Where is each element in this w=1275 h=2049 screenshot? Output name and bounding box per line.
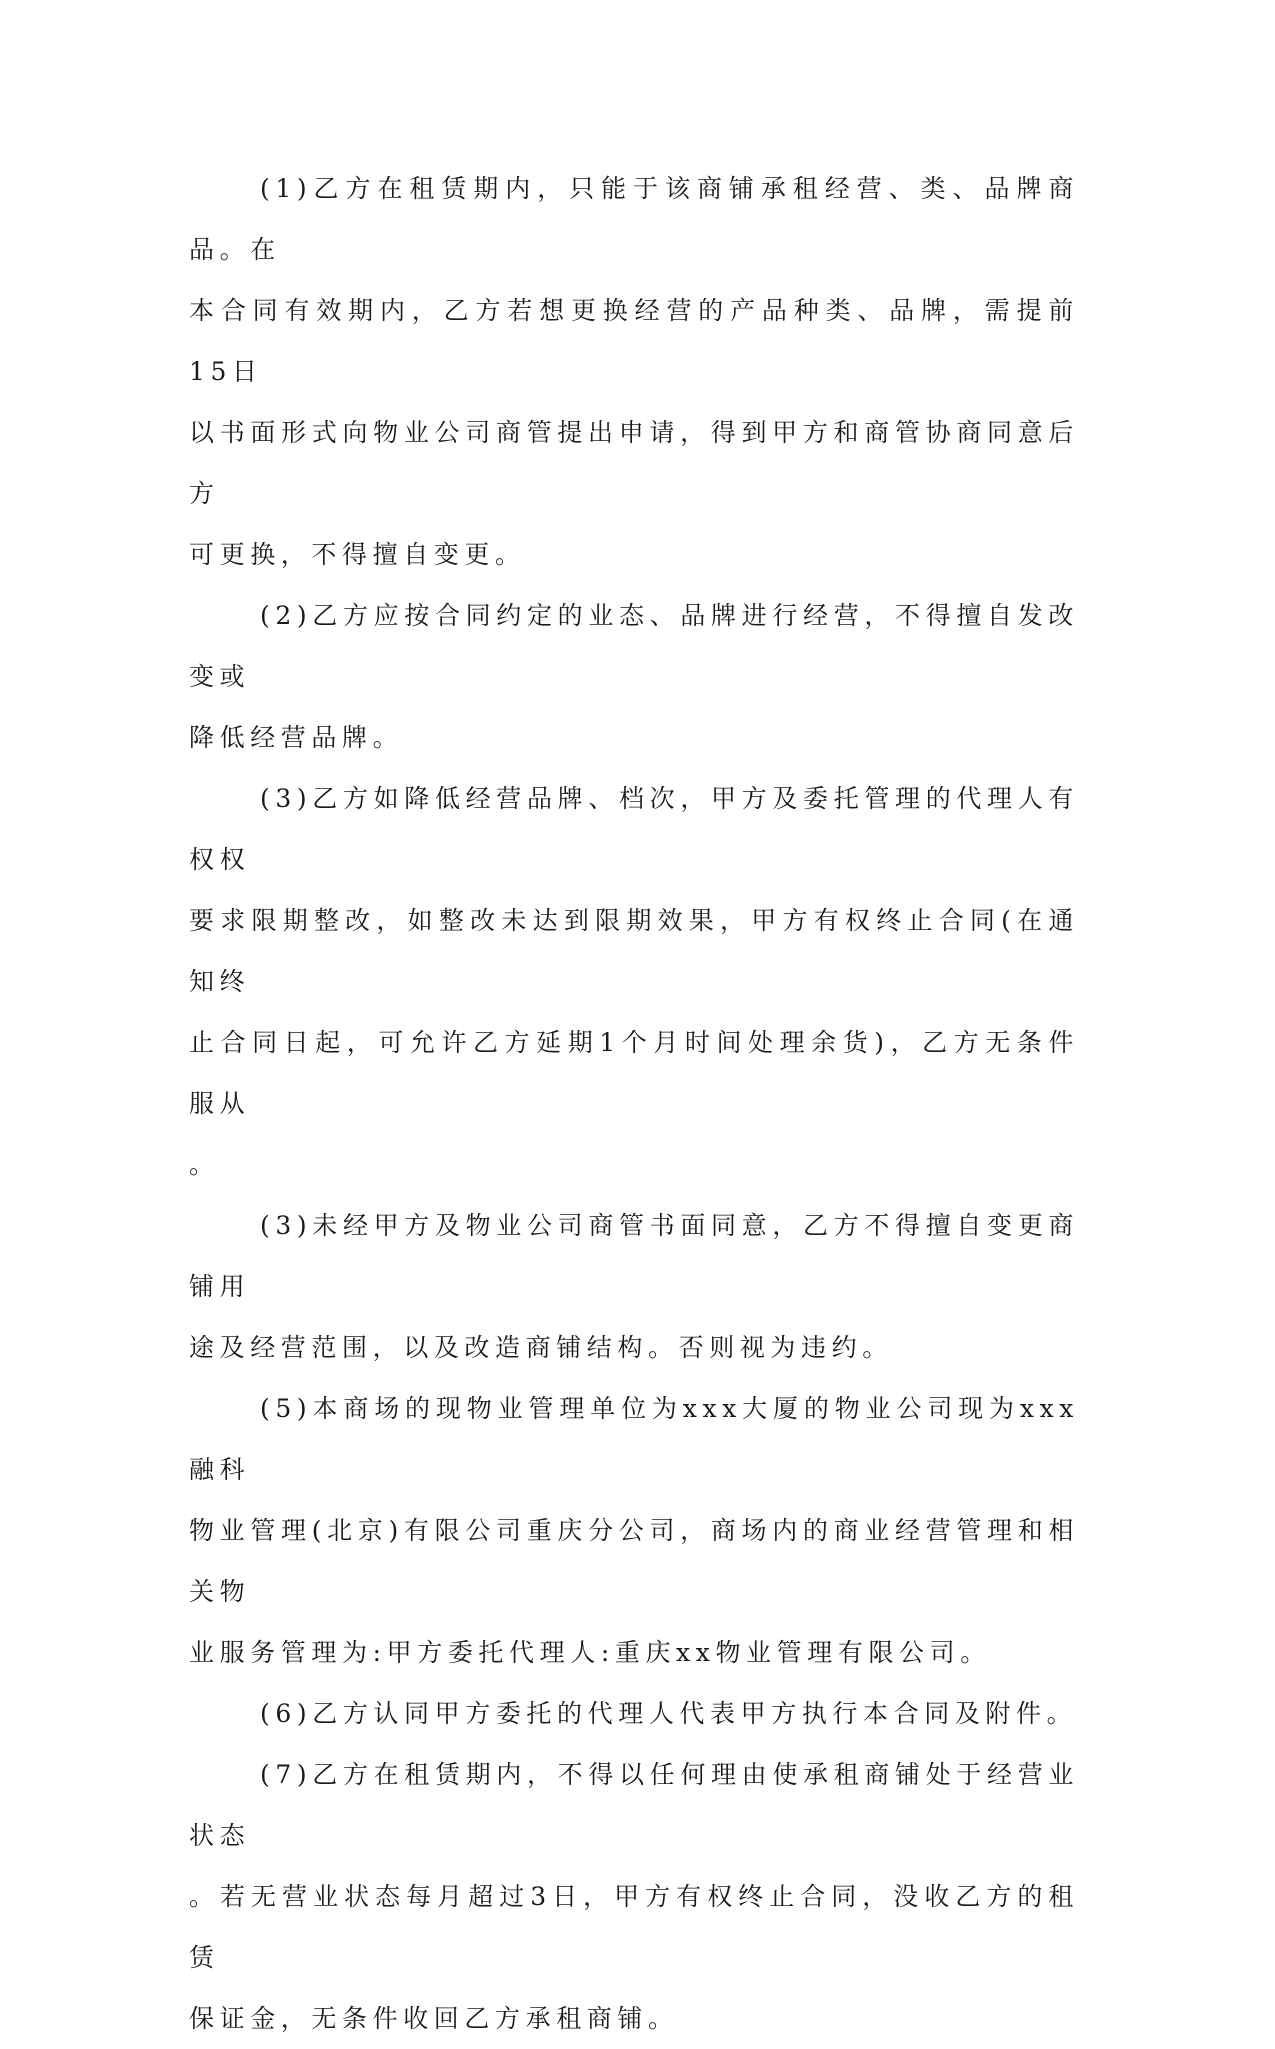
clause-paragraph-6: (6)乙方认同甲方委托的代理人代表甲方执行本合同及附件。 xyxy=(260,1699,1078,1728)
clause-paragraph-1: (1)乙方在租赁期内，只能于该商铺承租经营、类、品牌商品。在 本合同有效期内，乙方若想更换经营的产品种类、品牌，需提前15日 以书面形式向物业公司商管提出申请，得到甲方和商管协商同意后方 可更换，不得擅自变更。 xyxy=(189,174,1079,569)
clause-paragraph-5: (5)本商场的现物业管理单位为xxx大厦的物业公司现为xxx融科 物业管理(北京)有限公司重庆分公司，商场内的商业经营管理和相关物 业服务管理为:甲方委托代理人:重庆xx物业管理有限公司。 xyxy=(189,1394,1079,1667)
clause-paragraph-3: (3)乙方如降低经营品牌、档次，甲方及委托管理的代理人有权权 要求限期整改，如整改未达到限期效果，甲方有权终止合同(在通知终 止合同日起，可允许乙方延期1个月时间处理余货)，乙方无条件服从 。 xyxy=(189,784,1079,1179)
clause-paragraph-4: (3)未经甲方及物业公司商管书面同意，乙方不得擅自变更商铺用 途及经营范围，以及改造商铺结构。否则视为违约。 xyxy=(189,1211,1079,1362)
clause-paragraph-7: (7)乙方在租赁期内，不得以任何理由使承租商铺处于经营业状态 。若无营业状态每月超过3日，甲方有权终止合同，没收乙方的租赁 保证金，无条件收回乙方承租商铺。 xyxy=(189,1760,1079,2033)
clause-paragraph-2: (2)乙方应按合同约定的业态、品牌进行经营，不得擅自发改变或 降低经营品牌。 xyxy=(189,601,1079,752)
document-body xyxy=(189,158,1079,2049)
